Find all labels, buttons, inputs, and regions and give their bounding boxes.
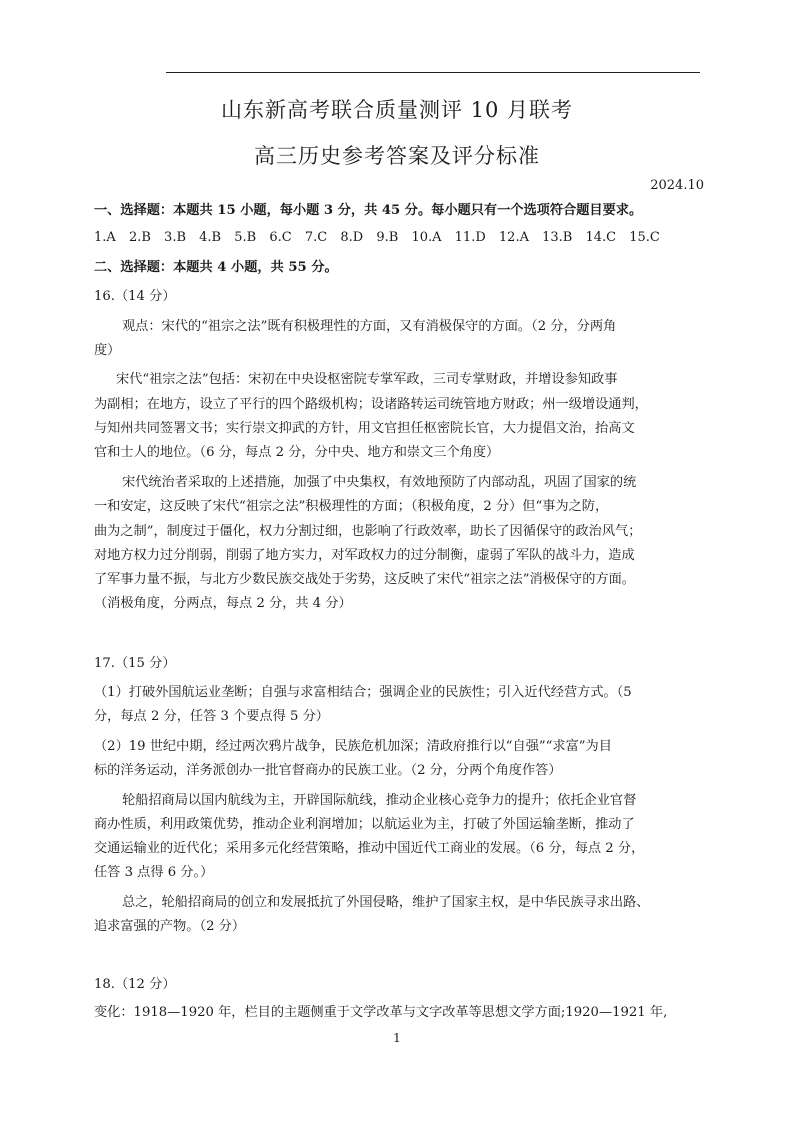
answer-list: [94, 230, 669, 245]
q17-line: 追求富强的产物。（2 分）: [94, 919, 246, 934]
answer-item: 9.B: [376, 230, 399, 245]
q16-label: 16.（14 分）: [94, 289, 176, 304]
q16-line: 曲为之制”，制度过于僵化，权力分割过细，也影响了行政效率，助长了因循保守的政治风气；: [94, 524, 642, 539]
q17-line: 任答 3 点得 6 分。）: [94, 865, 214, 880]
q16-line: 官和士人的地位。（6 分，每点 2 分，分中央、地方和崇文三个角度）: [94, 445, 500, 460]
answer-item: 5.B: [234, 230, 257, 245]
q17-line: （2）19 世纪中期，经过两次鸦片战争，民族危机加深；清政府推行以“自强”“求富”为目: [94, 739, 612, 754]
q16-line: 度）: [94, 343, 121, 358]
answer-item: 1.A: [94, 230, 116, 245]
answer-item: 4.B: [199, 230, 222, 245]
q17-line: （1）打破外国航运业垄断；自强与求富相结合；强调企业的民族性；引入近代经营方式。（5: [94, 685, 632, 700]
answer-item: 12.A: [498, 230, 529, 245]
q17-label: 17.（15 分）: [94, 656, 176, 671]
answer-item: 13.B: [542, 230, 573, 245]
answer-item: 8.D: [340, 230, 364, 245]
answer-item: 10.A: [411, 230, 442, 245]
answer-item: 15.C: [629, 230, 660, 245]
document-title: 山东新高考联合质量测评 10 月联考: [220, 98, 574, 122]
q16-line: 为副相；在地方，设立了平行的四个路级机构；设诸路转运司统管地方财政；州一级增设通判，: [94, 397, 648, 412]
answer-item: 6.C: [269, 230, 292, 245]
q18-line: 变化：1918—1920 年，栏目的主题侧重于文学改革与文字改革等思想文学方面;1920—1921 年,: [94, 1005, 668, 1020]
q17-line: 商办性质，利用政策优势，推动企业利润增加；以航运业为主，打破了外国运输垄断，推动了: [94, 817, 635, 832]
q16-line: 对地方权力过分削弱，削弱了地方实力，对军政权力的过分制衡，虚弱了军队的战斗力，造成: [94, 548, 635, 563]
page-number: 1: [393, 1031, 401, 1045]
q17-line: 标的洋务运动，洋务派创办一批官督商办的民族工业。（2 分，分两个角度作答）: [94, 763, 562, 778]
answer-item: 7.C: [304, 230, 328, 245]
answer-item: 11.D: [454, 230, 486, 245]
answer-item: 3.B: [164, 230, 187, 245]
document-date: 2024.10: [650, 178, 704, 193]
section1-heading: 一、选择题：本题共 15 小题，每小题 3 分，共 45 分。每小题只有一个选项符合题目要求。: [94, 203, 643, 218]
section2-heading: 二、选择题：本题共 4 小题，共 55 分。: [94, 260, 338, 275]
q16-line: 一和安定，这反映了宋代“祖宗之法”积极理性的方面；（积极角度，2 分）但“事为之防，: [94, 499, 609, 514]
q17-line: 交通运输业的近代化；采用多元化经营策略，推动中国近代工商业的发展。（6 分，每点 2 分，: [94, 841, 645, 856]
q17-line: 分，每点 2 分，任答 3 个要点得 5 分）: [94, 709, 329, 724]
q16-line: 与知州共同签署文书；实行崇文抑武的方针，用文官担任枢密院长官，大力提倡文治，抬高文: [94, 421, 635, 436]
q16-line: 宋代“祖宗之法”包括：宋初在中央设枢密院专掌军政，三司专掌财政，并增设参知政事: [116, 372, 618, 387]
q16-line: （消极角度，分两点，每点 2 分，共 4 分）: [94, 596, 352, 611]
q17-line: 轮船招商局以国内航线为主，开辟国际航线，推动企业核心竞争力的提升；依托企业官督: [122, 793, 637, 808]
q17-line: 总之，轮船招商局的创立和发展抵抗了外国侵略，维护了国家主权，是中华民族寻求出路、: [122, 895, 650, 910]
q16-line: 宋代统治者采取的上述措施，加强了中央集权，有效地预防了内部动乱，巩固了国家的统: [122, 475, 637, 490]
q18-label: 18.（12 分）: [94, 977, 176, 992]
q16-line: 观点：宋代的“祖宗之法”既有积极理性的方面，又有消极保守的方面。（2 分，分两角: [122, 319, 617, 334]
header-rule: [166, 72, 700, 73]
answer-item: 14.C: [585, 230, 617, 245]
q16-line: 了军事力量不振，与北方少数民族交战处于劣势，这反映了宋代“祖宗之法”消极保守的方面。: [94, 572, 635, 587]
document-subtitle: 高三历史参考答案及评分标准: [254, 144, 540, 168]
answer-item: 2.B: [128, 230, 151, 245]
